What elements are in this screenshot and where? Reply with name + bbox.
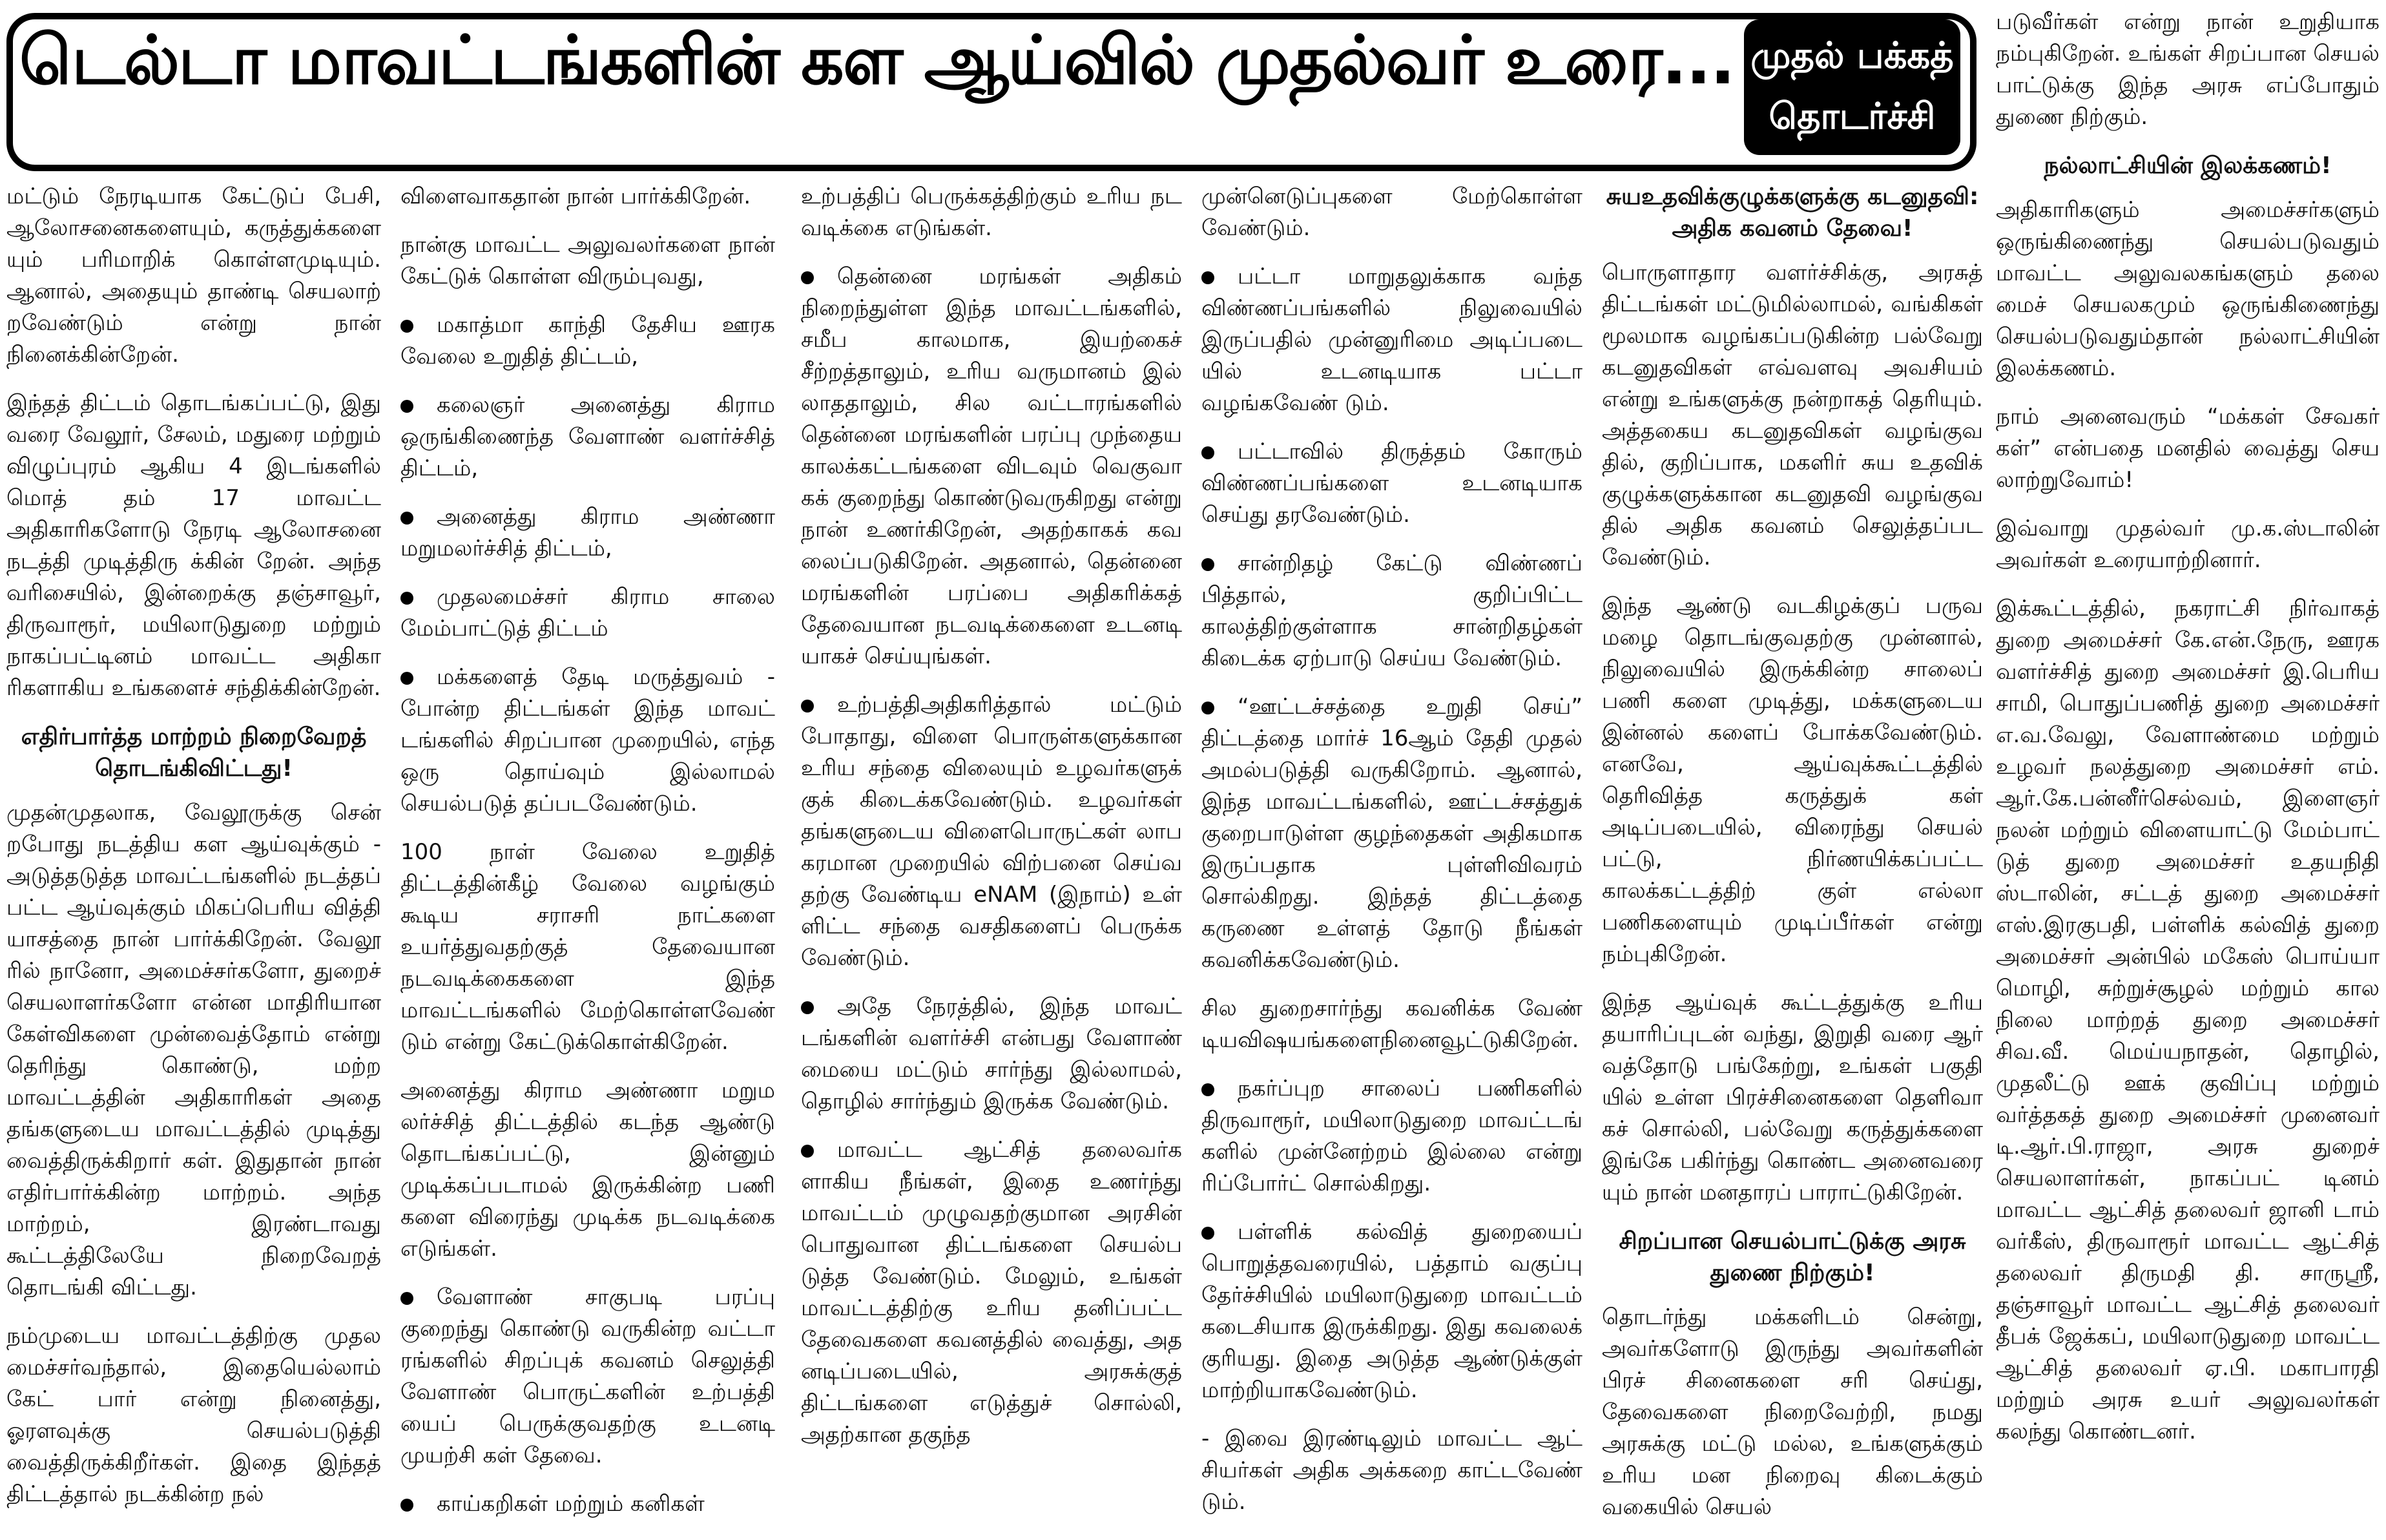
bullet-icon xyxy=(400,1292,413,1305)
bullet-icon xyxy=(1201,1227,1214,1240)
bullet-item: தென்னை மரங்கள் அதிகம் நிறைந்துள்ள இந்த மாவட்டங்களில், சமீப காலமாக, இயற்கைச் சீற்றத்தாலும், உரிய வருமானம் இல் லாததாலும், சில வட்டாரங்களில் தென்னை மரங்களின் பரப்பு முந்தைய காலக்கட்டங்களை விடவும் வெகுவா கக் குறைந்து கொண்டுவருகிறது என்று நான் உணர்கிறேன், அதற்காகக் கவ லைப்படுகிறேன். அதனால், தென்னை மரங்களின் பரப்பை அதிகரிக்கத் தேவையான நடவடிக்கைளை உடனடி யாகச் செய்யுங்கள். xyxy=(801,264,1182,669)
bullet-item: பட்டா மாறுதலுக்காக வந்த விண்ணப்பங்களில் நிலுவையில் இருப்பதில் முன்னுரிமை அடிப்படை யில் உடனடியாக பட்டா வழங்கவேண் டும். xyxy=(1201,264,1582,416)
bullet-item: மக்களைத் தேடி மருத்துவம் - போன்ற திட்டங்கள் இந்த மாவட் டங்களில் சிறப்பான முறையில், எந்த ஒரு தொய்வும் இல்லாமல் செயல்படுத் தப்படவேண்டும். xyxy=(400,664,775,817)
paragraph: தொடர்ந்து மக்களிடம் சென்று, அவர்களோடு இருந்து அவர்களின் பிரச் சினைகளை சரி செய்து, தேவைகளை நிறைவேற்றி, நமது அரசுக்கு மட்டு மல்ல, உங்களுக்கும் உரிய மன நிறைவு கிடைக்கும் வகையில் செயல் xyxy=(1602,1304,1983,1520)
paragraph: முதன்முதலாக, வேலூருக்கு சென் றபோது நடத்திய கள ஆய்வுக்கும் - அடுத்தடுத்த மாவட்டங்களில் நடத்தப் பட்ட ஆய்வுக்கும் மிகப்பெரிய வித்தி யாசத்தை நான் பார்க்கிறேன். வேலூ ரில் நானோ, அமைச்சர்களோ, துறைச் செயலாளர்களோ என்ன மாதிரியான கேள்விகளை முன்வைத்தோம் என்று தெரிந்து கொண்டு, மற்ற மாவட்டத்தின் அதிகாரிகள் அதை தங்களுடைய மாவட்டத்தில் முடித்து வைத்திருக்கிறார் கள். இதுதான் நான் எதிர்பார்க்கின்ற மாற்றம். அந்த மாற்றம், இரண்டாவது கூட்டத்திலேயே நிறைவேறத் தொடங்கி விட்டது. xyxy=(6,800,381,1300)
bullet-item: மகாத்மா காந்தி தேசிய ஊரக வேலை உறுதித் திட்டம், xyxy=(400,312,775,369)
paragraph: நாம் அனைவரும் “மக்கள் சேவகர் கள்” என்பதை மனதில் வைத்து செய லாற்றுவோம்! xyxy=(1996,404,2380,493)
bullet-item: பட்டாவில் திருத்தம் கோரும் விண்ணப்பங்களை உடனடியாக செய்து தரவேண்டும். xyxy=(1201,439,1582,528)
paragraph: சில துறைசார்ந்து கவனிக்க வேண் டியவிஷயங்களைநினைவூட்டுகிறேன். xyxy=(1201,995,1582,1053)
bullet-icon xyxy=(1201,558,1214,571)
bullet-icon xyxy=(400,592,413,605)
subheading: சுயஉதவிக்குழுக்களுக்கு கடனுதவி: அதிக கவனம் தேவை! xyxy=(1606,183,1979,242)
column-3 xyxy=(801,181,1182,1468)
bullet-icon xyxy=(1201,702,1214,714)
bullet-item: உற்பத்திஅதிகரித்தால் மட்டும் போதாது, விளை பொருள்களுக்கான உரிய சந்தை விலையும் உழவர்களுக் குக் கிடைக்கவேண்டும். உழவர்கள் தங்களுடைய விளைபொருட்கள் லாப கரமான முறையில் விற்பனை செய்வ தற்கு வேண்டிய eNAM (இநாம்) உள் ளிட்ட சந்தை வசதிகளைப் பெருக்க வேண்டும். xyxy=(801,692,1182,971)
bullet-icon xyxy=(801,1145,814,1158)
column-2 xyxy=(400,181,775,1537)
continuation-badge xyxy=(1744,19,1960,155)
bullet-item: அதே நேரத்தில், இந்த மாவட் டங்களின் வளர்ச்சி என்பது வேளாண் மையை மட்டும் சார்ந்து இல்லாமல், தொழில் சார்ந்தும் இருக்க வேண்டும். xyxy=(801,994,1182,1114)
bullet-item: காய்கறிகள் மற்றும் கனிகள் xyxy=(400,1488,775,1520)
bullet-icon xyxy=(801,271,814,284)
paragraph: பொருளாதார வளர்ச்சிக்கு, அரசுத் திட்டங்கள் மட்டுமில்லாமல், வங்கிகள் மூலமாக வழங்கப்படுகின்ற பல்வேறு கடனுதவிகள் எவ்வளவு அவசியம் என்று உங்களுக்கு நன்றாகத் தெரியும். அத்தகைய கடனுதவிகள் வழங்குவ தில், குறிப்பாக, மகளிர் சுய உதவிக் குழுக்களுக்கான கடனுதவி வழங்குவ தில் அதிக கவனம் செலுத்தப்பட வேண்டும். xyxy=(1602,260,1983,570)
column-4 xyxy=(1201,181,1582,1535)
bullet-item: முதலமைச்சர் கிராம சாலை மேம்பாட்டுத் திட்டம் xyxy=(400,584,775,641)
paragraph: - இவை இரண்டிலும் மாவட்ட ஆட் சியர்கள் அதிக அக்கறை காட்டவேண் டும். xyxy=(1201,1426,1582,1515)
bullet-icon xyxy=(400,512,413,525)
paragraph: விளைவாகதான் நான் பார்க்கிறேன். xyxy=(400,183,751,209)
paragraph: அனைத்து கிராம அண்ணா மறும லர்ச்சித் திட்டத்தில் கடந்த ஆண்டு தொடங்கப்பட்டு, இன்னும் முடிக்கப்படாமல் இருக்கின்ற பணி களை விரைந்து முடிக்க நடவடிக்கை எடுங்கள். xyxy=(400,1077,775,1262)
bullet-icon xyxy=(400,320,413,333)
paragraph: இந்த ஆண்டு வடகிழக்குப் பருவ மழை தொடங்குவதற்கு முன்னால், நிலுவையில் இருக்கின்ற சாலைப் பணி களை முடித்து, மக்களுடைய இன்னல் களைப் போக்கவேண்டும். எனவே, ஆய்வுக்கூட்டத்தில் தெரிவித்த கருத்துக் கள் அடிப்படையில், விரைந்து செயல் பட்டு, நிர்ணயிக்கப்பட்ட காலக்கட்டத்திற் குள் எல்லா பணிகளையும் முடிப்பீர்கள் என்று நம்புகிறேன். xyxy=(1602,593,1983,967)
bullet-icon xyxy=(801,700,814,713)
paragraph: இவ்வாறு முதல்வர் மு.க.ஸ்டாலின் அவர்கள் உரையாற்றினார். xyxy=(1996,515,2380,573)
paragraph: படுவீர்கள் என்று நான் உறுதியாக நம்புகிறேன். உங்கள் சிறப்பான செயல் பாட்டுக்கு இந்த அரசு எப்போதும் துணை நிற்கும். xyxy=(1996,9,2380,130)
bullet-item: மாவட்ட ஆட்சித் தலைவர்க ளாகிய நீங்கள், இதை உணர்ந்து மாவட்டம் முழுவதற்குமான அரசின் பொதுவான திட்டங்களை செயல்ப டுத்த வேண்டும். மேலும், உங்கள் மாவட்டத்திற்கு உரிய தனிப்பட்ட தேவைகளை கவனத்தில் வைத்து, அத னடிப்படையில், அரசுக்குத் திட்டங்களை எடுத்துச் சொல்லி, அதற்கான தகுந்த xyxy=(801,1137,1182,1448)
paragraph: 100 நாள் வேலை உறுதித் திட்டத்தின்கீழ் வேலை வழங்கும் கூடிய சராசரி நாட்களை உயர்த்துவதற்குத் தேவையான நடவடிக்கைகளை இந்த மாவட்டங்களில் மேற்கொள்ளவேண் டும் என்று கேட்டுக்கொள்கிறேன். xyxy=(400,839,775,1055)
headline: டெல்டா மாவட்டங்களின் கள ஆய்வில் முதல்வர் உரை... xyxy=(19,21,1734,99)
subheading: நல்லாட்சியின் இலக்கணம்! xyxy=(2044,152,2332,179)
paragraph: இந்த ஆய்வுக் கூட்டத்துக்கு உரிய தயாரிப்புடன் வந்து, இறுதி வரை ஆர் வத்தோடு பங்கேற்று, உங்கள் பகுதி யில் உள்ள பிரச்சினைகளை தெளிவா கச் சொல்லி, பல்வேறு கருத்துக்களை இங்கே பகிர்ந்து கொண்ட அனைவரை யும் நான் மனதாரப் பாராட்டுகிறேன். xyxy=(1602,990,1983,1205)
bullet-icon xyxy=(1201,446,1214,459)
bullet-item: அனைத்து கிராம அண்ணா மறுமலர்ச்சித் திட்டம், xyxy=(400,504,775,561)
paragraph: உற்பத்திப் பெருக்கத்திற்கும் உரிய நட வடிக்கை எடுங்கள். xyxy=(801,183,1182,241)
subheading: சிறப்பான செயல்பாட்டுக்கு அரசு துணை நிற்கும்! xyxy=(1619,1228,1966,1286)
bullet-item: நகர்ப்புற சாலைப் பணிகளில் திருவாரூர், மயிலாடுதுறை மாவட்டங் களில் முன்னேற்றம் இல்லை என்று ரிப்போர்ட் சொல்கிறது. xyxy=(1201,1076,1582,1196)
bullet-item: “ஊட்டச்சத்தை உறுதி செய்” திட்டத்தை மார்ச் 16ஆம் தேதி முதல் அமல்படுத்தி வருகிறோம். ஆனால், இந்த மாவட்டங்களில், ஊட்டச்சத்துக் குறைபாடுள்ள குழந்தைகள் அதிகமாக இருப்பதாக புள்ளிவிவரம் சொல்கிறது. இந்தத் திட்டத்தை கருணை உள்ளத் தோடு நீங்கள் கவனிக்கவேண்டும். xyxy=(1201,694,1582,973)
paragraph: நம்முடைய மாவட்டத்திற்கு முதல மைச்சர்வந்தால், இதையெல்லாம் கேட் பார் என்று நினைத்து, ஓரளவுக்கு செயல்படுத்தி வைத்திருக்கிறீர்கள். இதை இந்தத் திட்டத்தால் நடக்கின்ற நல் xyxy=(6,1323,381,1507)
bullet-item: பள்ளிக் கல்வித் துறையைப் பொறுத்தவரையில், பத்தாம் வகுப்பு தேர்ச்சியில் மயிலாடுதுறை மாவட்டம் கடைசியாக இருக்கிறது. இது கவலைக் குரியது. இதை அடுத்த ஆண்டுக்குள் மாற்றியாகவேண்டும். xyxy=(1201,1219,1582,1403)
bullet-item: கலைஞர் அனைத்து கிராம ஒருங்கிணைந்த வேளாண் வளர்ச்சித் திட்டம், xyxy=(400,392,775,481)
paragraph: நான்கு மாவட்ட அலுவலர்களை நான் கேட்டுக் கொள்ள விரும்புவது, xyxy=(400,232,775,289)
badge-line-2: தொடர்ச்சி xyxy=(1769,96,1936,138)
badge-line-1: முதல் பக்கத் xyxy=(1750,35,1954,77)
bullet-item: வேளாண் சாகுபடி பரப்பு குறைந்து கொண்டு வருகின்ற வட்டா ரங்களில் சிறப்புக் கவனம் செலுத்தி வேளாண் பொருட்களின் உற்பத்தி யைப் பெருக்குவதற்கு உடனடி முயற்சி கள் தேவை. xyxy=(400,1284,775,1468)
column-5 xyxy=(1602,181,1983,1540)
bullet-icon xyxy=(1201,1083,1214,1096)
bullet-icon xyxy=(400,1499,413,1512)
column-6 xyxy=(1996,6,2380,1464)
bullet-icon xyxy=(801,1001,814,1014)
paragraph: இந்தத் திட்டம் தொடங்கப்பட்டு, இது வரை வேலூர், சேலம், மதுரை மற்றும் விழுப்புரம் ஆகிய 4 இடங்களில் மொத் தம் 17 மாவட்ட அதிகாரிகளோடு நேரடி ஆலோசனை நடத்தி முடித்திரு க்கின் றேன். அந்த வரிசையில், இன்றைக்கு தஞ்சாவூர், திருவாரூர், மயிலாடுதுறை மற்றும் நாகப்பட்டினம் மாவட்ட அதிகா ரிகளாகிய உங்களைச் சந்திக்கின்றேன். xyxy=(6,390,381,701)
paragraph: இக்கூட்டத்தில், நகராட்சி நிர்வாகத் துறை அமைச்சர் கே.என்.நேரு, ஊரக வளர்ச்சித் துறை அமைச்சர் இ.பெரிய சாமி, பொதுப்பணித் துறை அமைச்சர் எ.வ.வேலு, வேளாண்மை மற்றும் உழவர் நலத்துறை அமைச்சர் எம். ஆர்.கே.பன்னீர்செல்வம், இளைஞர் நலன் மற்றும் விளையாட்டு மேம்பாட் டுத் துறை அமைச்சர் உதயநிதி ஸ்டாலின், சட்டத் துறை அமைச்சர் எஸ்.இரகுபதி, பள்ளிக் கல்வித் துறை அமைச்சர் அன்பில் மகேஸ் பொய்யா மொழி, சுற்றுச்சூழல் மற்றும் கால நிலை மாற்றத் துறை அமைச்சர் சிவ.வீ. மெய்யநாதன், தொழில், முதலீட்டு ஊக் குவிப்பு மற்றும் வர்த்தகத் துறை அமைச்சர் முனைவர் டி.ஆர்.பி.ராஜா, அரசு துறைச் செயலாளர்கள், நாகப்பட் டினம் மாவட்ட ஆட்சித் தலைவர் ஜானி டாம் வர்கீஸ், திருவாரூர் மாவட்ட ஆட்சித் தலைவர் திருமதி தி. சாருஸ்ரீ, தஞ்சாவூர் மாவட்ட ஆட்சித் தலைவர் தீபக் ஜேக்கப், மயிலாடுதுறை மாவட்ட ஆட்சித் தலைவர் ஏ.பி. மகாபாரதி மற்றும் அரசு உயர் அலுவலர்கள் கலந்து கொண்டனர். xyxy=(1996,596,2380,1444)
column-1 xyxy=(6,181,381,1527)
bullet-item: சான்றிதழ் கேட்டு விண்ணப் பித்தால், குறிப்பிட்ட காலத்திற்குள்ளாக சான்றிதழ்கள் கிடைக்க ஏற்பாடு செய்ய வேண்டும். xyxy=(1201,550,1582,671)
subheading: எதிர்பார்த்த மாற்றம் நிறைவேறத் தொடங்கிவிட்டது! xyxy=(21,723,367,782)
bullet-icon xyxy=(1201,271,1214,284)
bullet-icon xyxy=(400,672,413,685)
bullet-icon xyxy=(400,400,413,413)
paragraph: முன்னெடுப்புகளை மேற்கொள்ள வேண்டும். xyxy=(1201,183,1582,241)
paragraph: அதிகாரிகளும் அமைச்சர்களும் ஒருங்கிணைந்து செயல்படுவதும் மாவட்ட அலுவலகங்களும் தலை மைச் செயலகமும் ஒருங்கிணைந்து செயல்படுவதும்தான் நல்லாட்சியின் இலக்கணம். xyxy=(1996,197,2380,381)
paragraph: மட்டும் நேரடியாக கேட்டுப் பேசி, ஆலோசனைகளையும், கருத்துக்களை யும் பரிமாறிக் கொள்ளமுடியும். ஆனால், அதையும் தாண்டி செயலாற் றவேண்டும் என்று நான் நினைக்கின்றேன். xyxy=(6,183,381,368)
